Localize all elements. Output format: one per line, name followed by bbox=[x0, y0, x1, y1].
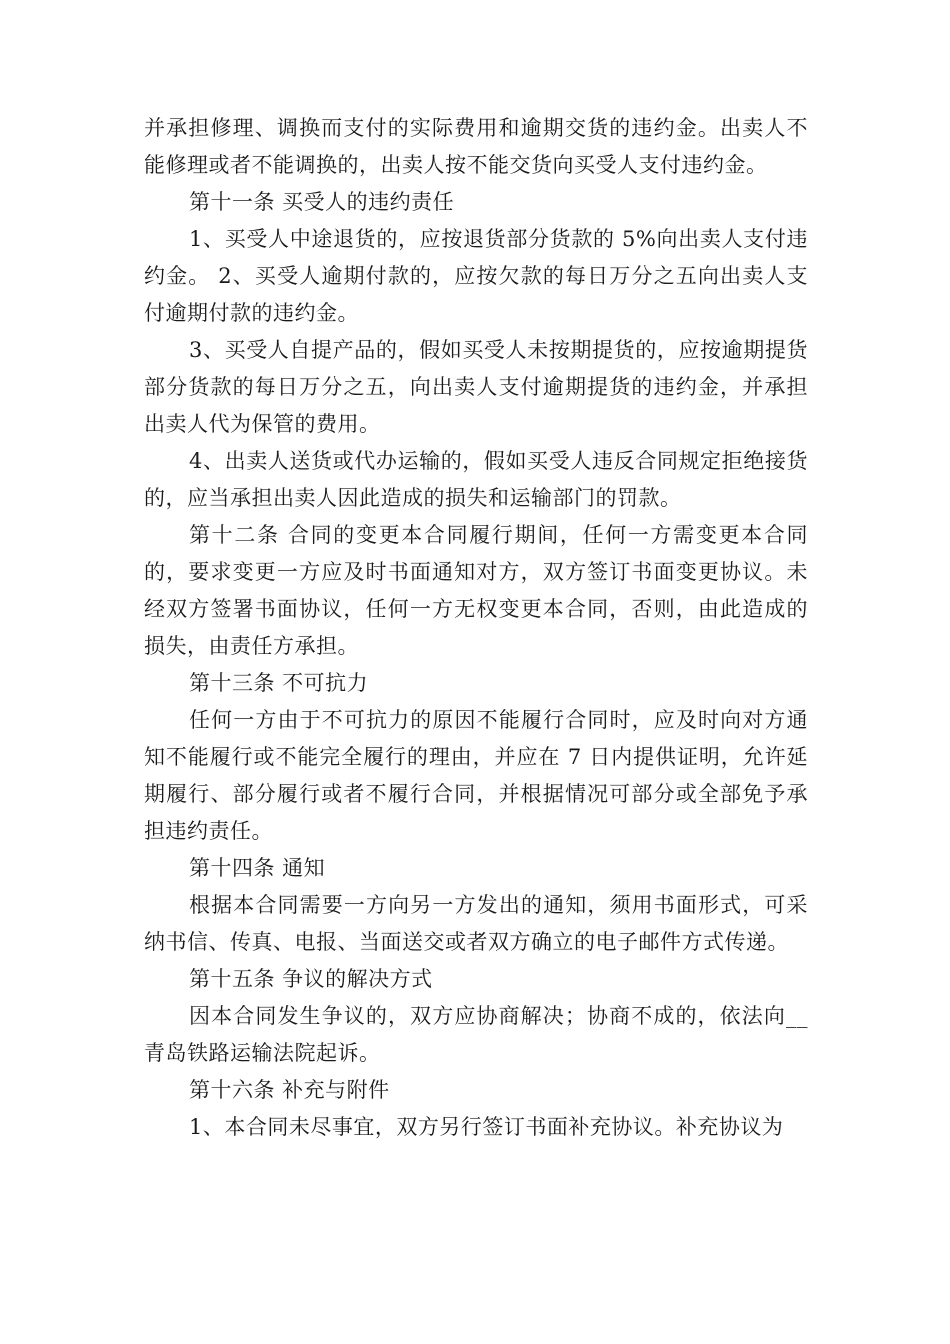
paragraph-8: 任何一方由于不可抗力的原因不能履行合同时，应及时向对方通知不能履行或不能完全履行的理由，并应在 7 日内提供证明，允许延期履行、部分履行或者不履行合同，并根据情况可部分或全部免予承担违约责任。 bbox=[144, 708, 808, 843]
paragraph-1: 并承担修理、调换而支付的实际费用和逾期交货的违约金。出卖人不能修理或者不能调换的，出卖人按不能交货向买受人支付违约金。 bbox=[144, 116, 808, 177]
paragraph-3: 1、买受人中途退货的，应按退货部分货款的 5%向出卖人支付违约金。 2、买受人逾期付款的，应按欠款的每日万分之五向出卖人支付逾期付款的违约金。 bbox=[144, 227, 808, 325]
document-body bbox=[144, 110, 808, 1146]
paragraph-4: 3、买受人自提产品的，假如买受人未按期提货的，应按逾期提货部分货款的每日万分之五，向出卖人支付逾期提货的违约金，并承担出卖人代为保管的费用。 bbox=[144, 338, 808, 436]
article-15-heading: 第十五条 争议的解决方式 bbox=[189, 967, 433, 991]
article-13-heading: 第十三条 不可抗力 bbox=[189, 671, 369, 695]
article-12-paragraph: 第十二条 合同的变更本合同履行期间，任何一方需变更本合同的，要求变更一方应及时书面通知对方，双方签订书面变更协议。未经双方签署书面协议，任何一方无权变更本合同，否则，由此造成的损失，由责任方承担。 bbox=[144, 523, 808, 658]
paragraph-12: 因本合同发生争议的，双方应协商解决；协商不成的，依法向__青岛铁路运输法院起诉。 bbox=[144, 1004, 808, 1065]
paragraph-10: 根据本合同需要一方向另一方发出的通知，须用书面形式，可采纳书信、传真、电报、当面送交或者双方确立的电子邮件方式传递。 bbox=[144, 893, 808, 954]
paragraph-5: 4、出卖人送货或代办运输的，假如买受人违反合同规定拒绝接货的，应当承担出卖人因此造成的损失和运输部门的罚款。 bbox=[144, 449, 808, 510]
article-14-heading: 第十四条 通知 bbox=[189, 856, 326, 880]
article-16-heading: 第十六条 补充与附件 bbox=[189, 1078, 390, 1102]
paragraph-14: 1、本合同未尽事宜，双方另行签订书面补充协议。补充协议为 bbox=[189, 1115, 784, 1139]
article-11-heading: 第十一条 买受人的违约责任 bbox=[189, 190, 455, 214]
